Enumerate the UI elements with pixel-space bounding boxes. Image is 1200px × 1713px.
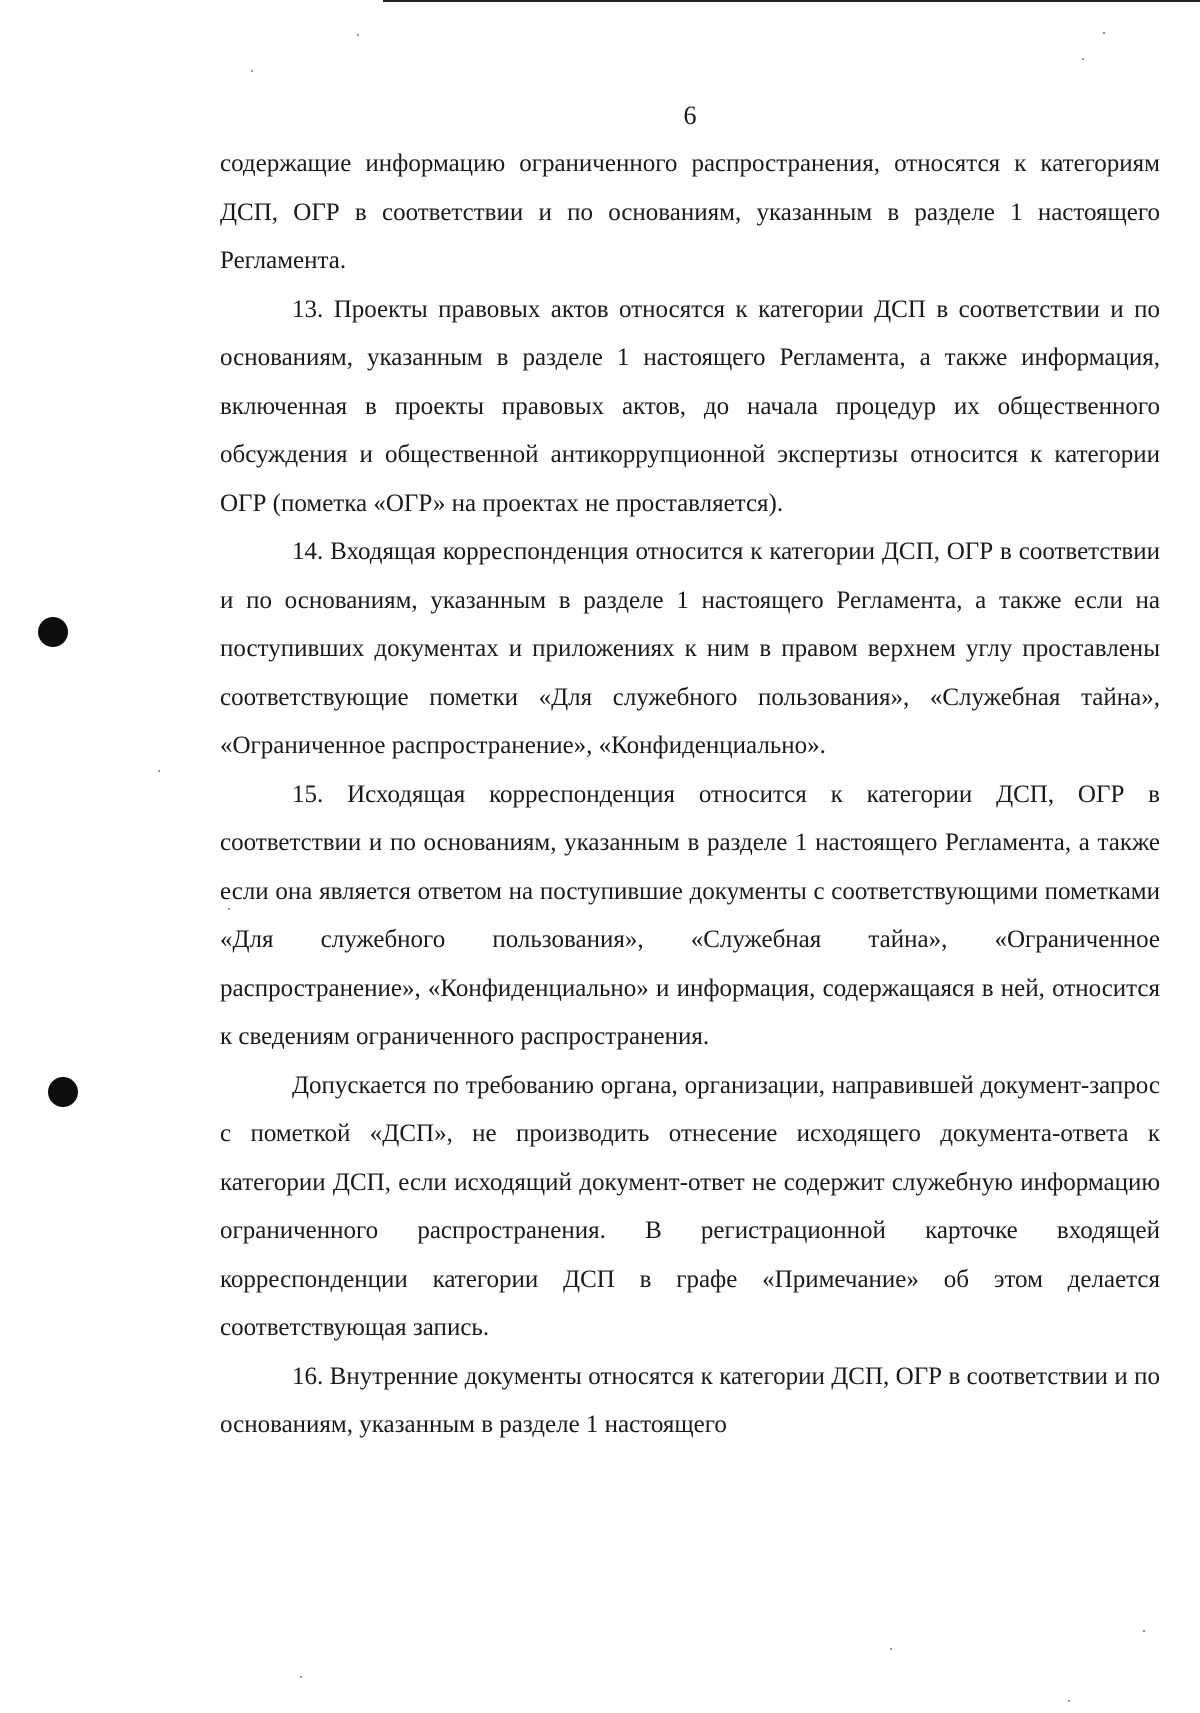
paragraph-15: 15. Исходящая корреспонденция относится к категории ДСП, ОГР в соответствии и по основаниям, указанным в разделе 1 настоящего Регламента, а также если она является ответом на поступившие документы с соответствующими пометками «Для служебного пользования», «Служебная тайна», «Ограниченное распространение», «Конфиденциально» и информация, содержащаяся в ней, относится к сведениям ограниченного распространения.	[220, 780, 1160, 1050]
scan-speck	[1143, 1630, 1145, 1632]
scan-speck	[357, 34, 359, 36]
paragraph-continued: содержащие информацию ограниченного распространения, относятся к категориям ДСП, ОГР в соответствии и по основаниям, указанным в разделе 1 настоящего Регламента.	[220, 150, 1160, 274]
scan-speck	[300, 1676, 302, 1678]
paragraph-14: 14. Входящая корреспонденция относится к категории ДСП, ОГР в соответствии и по основаниям, указанным в разделе 1 настоящего Регламента, а также если на поступивших документах и приложениях к ним в правом верхнем углу проставлены соответствующие пометки «Для служебного пользования», «Служебная тайна», «Ограниченное распространение», «Конфиденциально».	[220, 538, 1160, 759]
scan-speck	[1103, 32, 1105, 34]
paragraph-16: 16. Внутренние документы относятся к категории ДСП, ОГР в соответствии и по основаниям, указанным в разделе 1 настоящего	[220, 1362, 1160, 1438]
page-number: 6	[683, 101, 697, 130]
top-edge-rule	[383, 0, 1200, 2]
scan-speck	[158, 770, 160, 772]
scan-speck	[251, 70, 253, 72]
scan-speck	[1068, 1700, 1070, 1702]
scan-speck	[228, 908, 230, 910]
paragraph-15-note: Допускается по требованию органа, организации, направившей документ-запрос с пометкой «ДСП», не производить отнесение исходящего документа-ответа к категории ДСП, если исходящий документ-ответ не содержит служебную информацию ограниченного распространения. В регистрационной карточке входящей корреспонденции категории ДСП в графе «Примечание» об этом делается соответствующая запись.	[220, 1071, 1160, 1341]
punch-hole-lower	[48, 1077, 78, 1107]
punch-hole-upper	[38, 617, 68, 647]
document-body	[220, 140, 1160, 1450]
scan-speck	[890, 1648, 892, 1650]
paragraph-13: 13. Проекты правовых актов относятся к категории ДСП в соответствии и по основаниям, указанным в разделе 1 настоящего Регламента, а также информация, включенная в проекты правовых актов, до начала процедур их общественного обсуждения и общественной антикоррупционной экспертизы относится к категории ОГР (пометка «ОГР» на проектах не проставляется).	[220, 295, 1160, 517]
scan-speck	[1082, 58, 1084, 60]
